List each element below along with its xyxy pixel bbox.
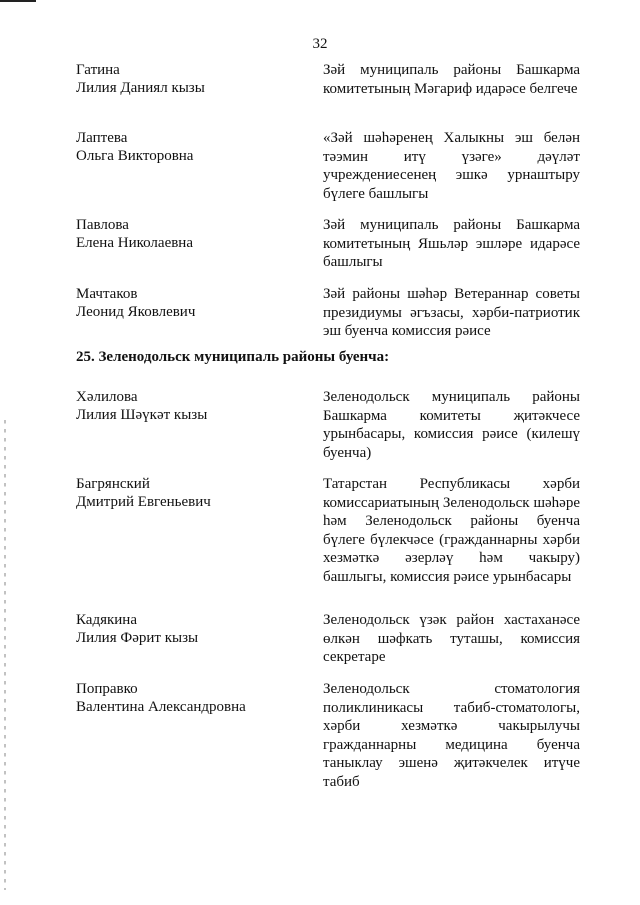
member-role: Зәй муниципаль районы Башкарма комитетының Мәгариф идарәсе белгече bbox=[323, 62, 580, 97]
member-surname: Хәлилова bbox=[76, 389, 138, 405]
member-role: «Зәй шәһәренең Халыкны эш белән тәэмин итү үзәге» дәүләт учреждениесенең эшкә урнаштыру бүлеге башлыгы bbox=[323, 130, 580, 202]
member-given-names: Ольга Викторовна bbox=[76, 148, 194, 164]
member-role: Зеленодольск стоматология поликлиникасы табиб-стоматологы, хәрби хезмәткә чакырылучы гражданнарны медицина буенча таныклау эшенә җитәкчелек итүче табиб bbox=[323, 681, 580, 790]
member-role: Зәй муниципаль районы Башкарма комитетының Яшьләр эшләре идарәсе башлыгы bbox=[323, 217, 580, 270]
member-surname: Багрянский bbox=[76, 476, 150, 492]
member-name bbox=[76, 216, 306, 252]
member-role: Зеленодольск үзәк район хастаханәсе өлкән шәфкать туташы, комиссия секретаре bbox=[323, 612, 580, 665]
member-name bbox=[76, 61, 306, 97]
member-given-names: Елена Николаевна bbox=[76, 235, 193, 251]
member-surname: Кадякина bbox=[76, 612, 137, 628]
page-number: 32 bbox=[312, 36, 328, 52]
member-given-names: Валентина Александровна bbox=[76, 699, 246, 715]
member-name bbox=[76, 611, 306, 647]
section-heading: 25. Зеленодольск муниципаль районы буенча: bbox=[76, 349, 390, 365]
member-surname: Павлова bbox=[76, 217, 129, 233]
member-surname: Лаптева bbox=[76, 130, 128, 146]
member-name bbox=[76, 475, 306, 511]
member-given-names: Дмитрий Евгеньевич bbox=[76, 494, 211, 510]
member-name bbox=[76, 129, 306, 165]
member-name bbox=[76, 680, 306, 716]
member-role: Зеленодольск муниципаль районы Башкарма комитеты җитәкчесе урынбасары, комиссия рәисе (килешү буенча) bbox=[323, 389, 580, 461]
member-given-names: Леонид Яковлевич bbox=[76, 304, 196, 320]
member-given-names: Лилия Даниял кызы bbox=[76, 80, 205, 96]
member-role: Зәй районы шәһәр Ветераннар советы президиумы әгъзасы, хәрби-патриотик эш буенча комиссия рәисе bbox=[323, 286, 580, 339]
member-surname: Гатина bbox=[76, 62, 120, 78]
scan-edge-mark bbox=[0, 0, 36, 2]
member-given-names: Лилия Шәүкәт кызы bbox=[76, 407, 208, 423]
scan-edge-dots bbox=[4, 420, 6, 890]
member-name bbox=[76, 388, 306, 424]
member-surname: Мачтаков bbox=[76, 286, 138, 302]
member-name bbox=[76, 285, 306, 321]
member-surname: Поправко bbox=[76, 681, 138, 697]
member-given-names: Лилия Фәрит кызы bbox=[76, 630, 199, 646]
member-role: Татарстан Республикасы хәрби комиссариатының Зеленодольск шәһәре һәм Зеленодольск районы буенча бүлеге бүлекчәсе (гражданнарны хәрби хезмәткә әзерләү һәм чакыру) башлыгы, комиссия рәисе урынбасары bbox=[323, 476, 580, 585]
